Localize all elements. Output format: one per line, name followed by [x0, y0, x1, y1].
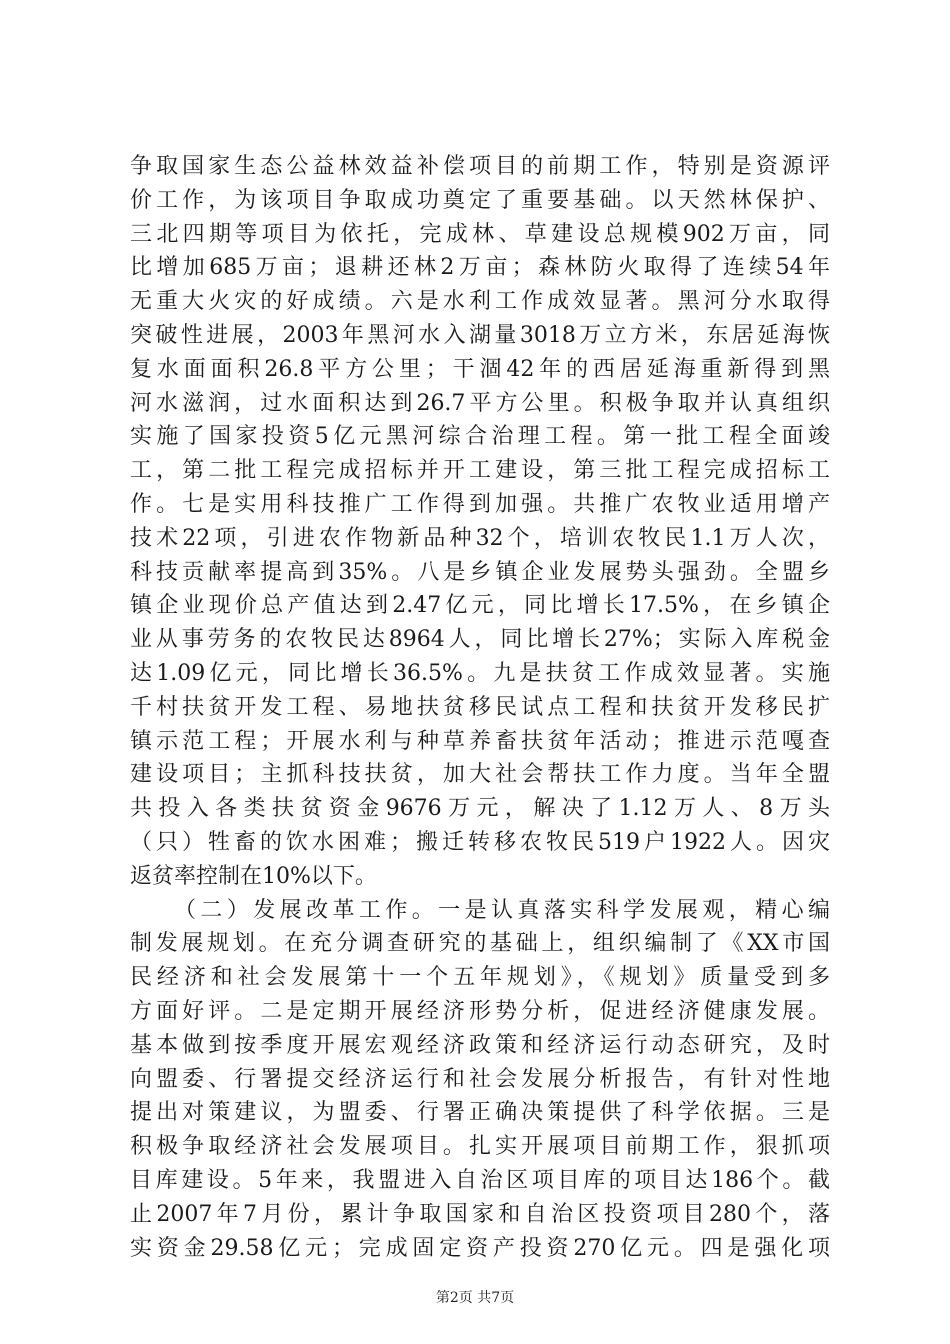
text-line: 基本做到按季度开展宏观经济政策和经济运行动态研究，及时	[130, 1032, 830, 1058]
text-line: 价工作，为该项目争取成功奠定了重要基础。以天然林保护、	[130, 187, 830, 213]
text-line: （只）牲畜的饮水困难；搬迁转移农牧民519户1922人。因灾	[130, 829, 830, 855]
text-line: 争取国家生态公益林效益补偿项目的前期工作，特别是资源评	[130, 154, 830, 179]
text-line: 无重大火灾的好成绩。六是水利工作成效显著。黑河分水取得	[130, 289, 830, 315]
text-line: 实施了国家投资5亿元黑河综合治理工程。第一批工程全面竣	[130, 424, 830, 450]
text-line: 比增加685万亩；退耕还林2万亩；森林防火取得了连续54年	[130, 255, 830, 281]
text-line: 镇示范工程；开展水利与种草养畜扶贫年活动；推进示范嘎查	[130, 728, 830, 754]
text-line: 积极争取经济社会发展项目。扎实开展项目前期工作，狠抓项	[130, 1134, 830, 1160]
text-line: 制发展规划。在充分调查研究的基础上，组织编制了《XX市国	[130, 931, 830, 957]
text-line: 突破性进展，2003年黑河水入湖量3018万立方米，东居延海恢	[130, 322, 830, 348]
text-line: 技术22项，引进农作物新品种32个，培训农牧民1.1万人次，	[130, 525, 830, 551]
text-line: 三北四期等项目为依托，完成林、草建设总规模902万亩，同	[130, 221, 830, 247]
text-line: 向盟委、行署提交经济运行和社会发展分析报告，有针对性地	[130, 1066, 830, 1092]
text-line: 复水面面积26.8平方公里；干涸42年的西居延海重新得到黑	[130, 356, 830, 382]
text-line: 返贫率控制在10%以下。	[130, 863, 377, 889]
paragraph-start-line: （二）发展改革工作。一是认真落实科学发展观，精心编	[174, 897, 830, 923]
text-line: 科技贡献率提高到35%。八是乡镇企业发展势头强劲。全盟乡	[130, 559, 830, 585]
text-line: 河水滋润，过水面积达到26.7平方公里。积极争取并认真组织	[130, 390, 830, 416]
body-text	[130, 150, 830, 1265]
text-line: 实资金29.58亿元；完成固定资产投资270亿元。四是强化项	[130, 1235, 830, 1261]
text-line: 民经济和社会发展第十一个五年规划》，《规划》质量受到多	[130, 965, 830, 991]
page-number: 第2页 共7页	[435, 1290, 515, 1306]
text-line: 千村扶贫开发工程、易地扶贫移民试点工程和扶贫开发移民扩	[130, 694, 830, 720]
text-line: 镇企业现价总产值达到2.47亿元，同比增长17.5%，在乡镇企	[130, 593, 830, 619]
text-line: 提出对策建议，为盟委、行署正确决策提供了科学依据。三是	[130, 1100, 830, 1126]
text-line: 达1.09亿元，同比增长36.5%。九是扶贫工作成效显著。实施	[130, 660, 830, 686]
text-line: 目库建设。5年来，我盟进入自治区项目库的项目达186个。截	[130, 1167, 830, 1193]
text-line: 建设项目；主抓科技扶贫，加大社会帮扶工作力度。当年全盟	[130, 762, 830, 788]
text-line: 业从事劳务的农牧民达8964人，同比增长27%；实际入库税金	[130, 627, 830, 653]
page-footer	[0, 1288, 950, 1308]
text-line: 方面好评。二是定期开展经济形势分析，促进经济健康发展。	[130, 998, 830, 1024]
text-line: 作。七是实用科技推广工作得到加强。共推广农牧业适用增产	[130, 491, 830, 517]
text-line: 止2007年7月份，累计争取国家和自治区投资项目280个，落	[130, 1201, 830, 1227]
text-line: 共投入各类扶贫资金9676万元，解决了1.12万人、8万头	[130, 796, 830, 822]
text-line: 工，第二批工程完成招标并开工建设，第三批工程完成招标工	[130, 458, 830, 484]
